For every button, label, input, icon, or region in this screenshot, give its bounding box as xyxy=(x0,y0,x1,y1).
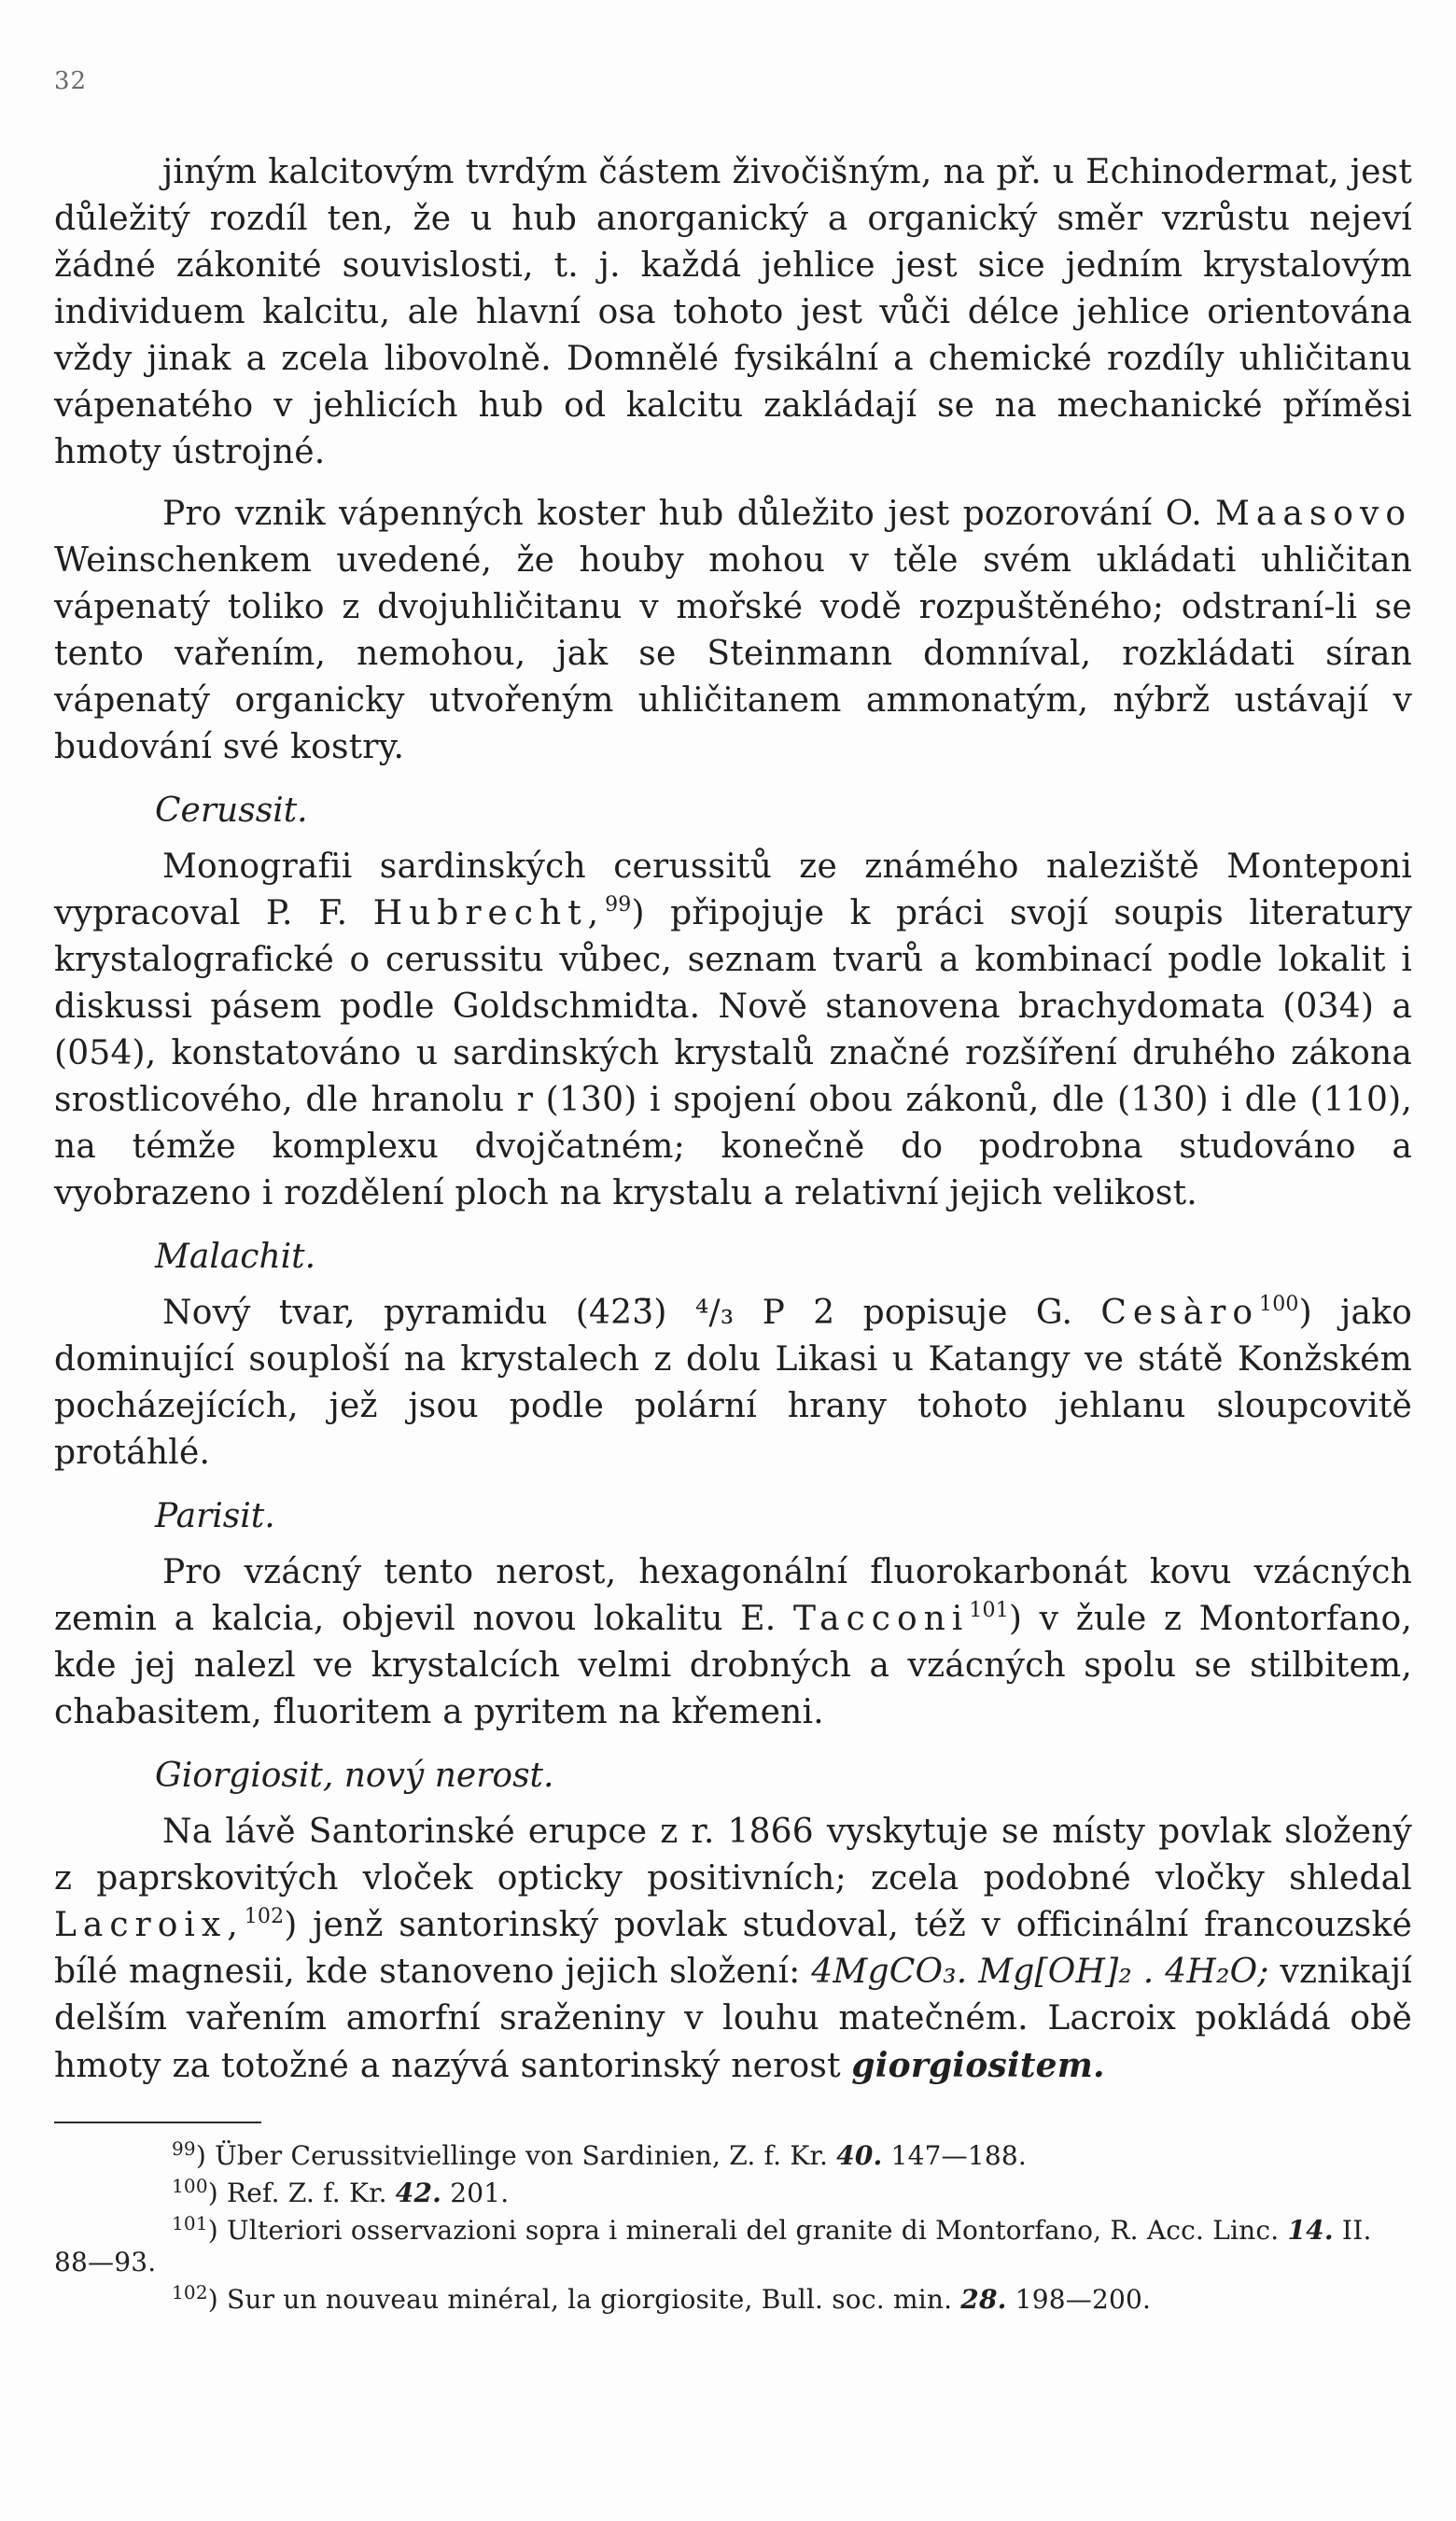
author-name-hubrecht: Hubrecht, xyxy=(372,894,606,932)
author-name-lacroix: Lacroix, xyxy=(54,1906,245,1944)
text-run: Weinschenkem uvedené, že houby mohou v těle svém ukládati uhličitan vápenatý toliko z dvojuhličitanu v mořské vodě rozpuštěného; odstraní-li se tento vařením, nemohou, jak se Steinmann domníval, rozkládati síran vápenatý organicky utvořeným uhličitanem ammonatým, nýbrž ustávají v budování své kostry. xyxy=(54,541,1412,766)
text-run: popisuje G. xyxy=(834,1294,1101,1332)
footnote-number: 102 xyxy=(172,2281,208,2304)
footnote-number: 101 xyxy=(172,2212,208,2234)
intro-paragraph-2 xyxy=(54,491,1412,771)
text-run: 201. xyxy=(441,2178,510,2208)
author-name-cesaro: Cesàro xyxy=(1100,1294,1260,1332)
text-run: ) Über Cerussitviellinge von Sardinien, Z. f. Kr. xyxy=(195,2140,837,2171)
footnote-ref-99[interactable]: 99 xyxy=(605,893,632,917)
giorgiosit-paragraph xyxy=(54,1809,1412,2090)
text-run: ) Sur un nouveau minéral, la giorgiosite, Bull. soc. min. xyxy=(207,2284,961,2315)
author-name-tacconi: Tacconi xyxy=(792,1600,970,1638)
text-run: Pro vznik vápenných koster hub důležito jest pozorování O. xyxy=(162,495,1216,533)
pyramid-symbol: ⁴/₃ P 2 xyxy=(694,1294,835,1332)
parisit-paragraph xyxy=(54,1549,1412,1736)
footnote-volume: 40. xyxy=(836,2140,883,2171)
text-run: Pro vzácný tento nerost, hexagonální fluorokarbonát kovu vzácných zemin a kalcia, objevil novou lokalitu E. xyxy=(54,1553,1412,1638)
text-run: ) Ref. Z. f. Kr. xyxy=(207,2178,396,2208)
footnote-ref-100[interactable]: 100 xyxy=(1259,1293,1299,1316)
text-run: vznikají delším vařením amorfní sraženiny v louhu matečném. Lacroix pokládá obě hmoty za totožné a nazývá santorinský nerost xyxy=(54,1953,1412,2085)
mineral-term: giorgiositem. xyxy=(851,2046,1105,2085)
text-run: Nový tvar, pyramidu (423̄) xyxy=(162,1294,695,1332)
page-number: 32 xyxy=(54,67,88,95)
text-run: Na lávě Santorinské erupce z r. 1866 vyskytuje se místy povlak složený z paprskovitých vloček opticky positivních; zcela podobné vločky shledal xyxy=(54,1813,1412,1898)
footnote-volume: 14. xyxy=(1287,2215,1334,2246)
footnote-divider xyxy=(54,2122,261,2123)
page-body xyxy=(54,149,1412,2321)
chemical-formula: 4MgCO₃. Mg[OH]₂ . 4H₂O; xyxy=(811,1953,1269,1991)
footnote-number: 100 xyxy=(172,2175,208,2197)
text-run: ) připojuje k práci svojí soupis literatury krystalografické o cerussitu vůbec, seznam tvarů a kombinací podle lokalit i diskussi pásem podle Goldschmidta. Nově stanovena brachydomata (034) a (054), konstatováno u sardinských krystalů značné rozšíření druhého zákona srostlicového, dle hranolu r (130) i spojení obou zákonů, dle (130) i dle (110), na témže komplexu dvojčatném; konečně do podrobna studováno a vyobrazeno i rozdělení ploch na krystalu a relativní jejich velikost. xyxy=(54,894,1412,1212)
footnote-volume: 28. xyxy=(960,2284,1007,2315)
section-heading-cerussit: Cerussit. xyxy=(155,791,308,830)
footnotes xyxy=(54,2137,1412,2316)
text-run: II. 88—93. xyxy=(54,2215,1372,2277)
text-run: ) v žule z Montorfano, kde jej nalezl ve krystalcích velmi drobných a vzácných spolu se stilbitem, chabasitem, fluoritem a pyritem na křemeni. xyxy=(54,1600,1413,1731)
footnote-102 xyxy=(54,2281,1412,2316)
text-run: ) jako dominující souploší na krystalech z dolu Likasi u Katangy ve státě Konžském pocházejících, jež jsou podle polární hrany tohoto jehlanu sloupcovitě protáhlé. xyxy=(54,1294,1412,1472)
malachit-paragraph xyxy=(54,1290,1412,1477)
cerussit-paragraph xyxy=(54,844,1412,1217)
footnote-ref-101[interactable]: 101 xyxy=(969,1599,1009,1622)
footnote-ref-102[interactable]: 102 xyxy=(244,1905,285,1928)
text-run: 198—200. xyxy=(1006,2284,1152,2315)
section-heading-malachit: Malachit. xyxy=(155,1238,316,1276)
author-name-maasovo: Maasovo xyxy=(1215,495,1412,533)
footnote-volume: 42. xyxy=(395,2178,442,2208)
footnote-100 xyxy=(54,2175,1412,2209)
footnote-101 xyxy=(54,2212,1412,2278)
footnote-99 xyxy=(54,2137,1412,2172)
text-run: 147—188. xyxy=(882,2140,1027,2171)
text-run: Monografii sardinských cerussitů ze známého naleziště Monteponi vypracoval P. F. xyxy=(54,847,1412,932)
section-heading-parisit: Parisit. xyxy=(155,1497,275,1535)
text-run: ) jenž santorinský povlak studoval, též v officinální francouzské bílé magnesii, kde stanoveno jejich složení: xyxy=(54,1906,1412,1991)
section-heading-giorgiosit: Giorgiosit, nový nerost. xyxy=(155,1757,554,1795)
text-run: ) Ulteriori osservazioni sopra i minerali del granite di Montorfano, R. Acc. Linc. xyxy=(207,2215,1288,2246)
intro-paragraph-1: jiným kalcitovým tvrdým částem živočišným, na př. u Echinodermat, jest důležitý rozdíl ten, že u hub anorganický a organický směr vzrůstu nejeví žádné zákonité souvislosti, t. j. každá jehlice jest sice jedním krystalovým individuem kalcitu, ale hlavní osa tohoto jest vůči délce jehlice orientována vždy jinak a zcela libovolně. Domnělé fysikální a chemické rozdíly uhličitanu vápenatého v jehlicích hub od kalcitu zakládají se na mechanické příměsi hmoty ústrojné. xyxy=(54,153,1412,471)
footnote-number: 99 xyxy=(172,2137,196,2160)
